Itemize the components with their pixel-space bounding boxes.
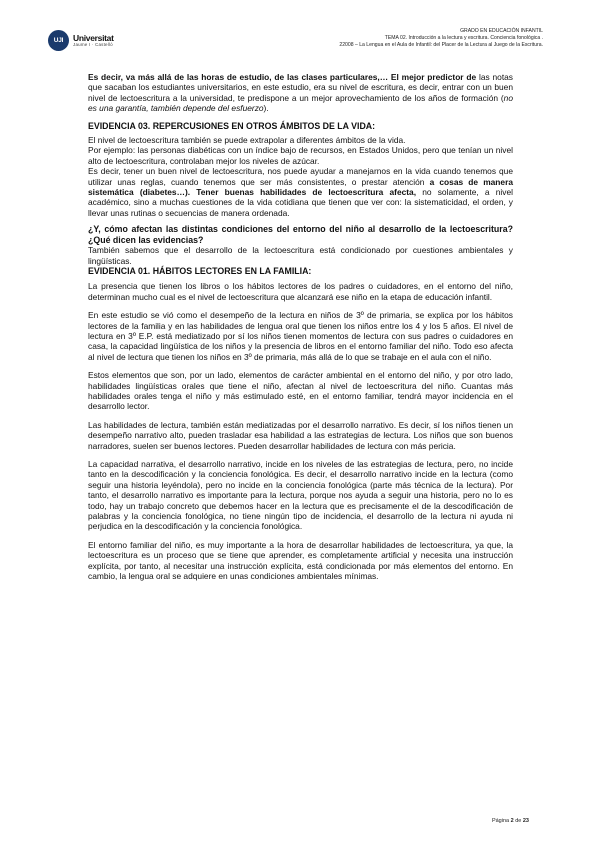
evidence-03-paragraph-2: Por ejemplo: las personas diabéticas con un índice bajo de recursos, en Estados Unidos, pero que tenían un nivel alto de lectoescritura, controlaban mejor los niveles de azúcar. — [88, 145, 513, 166]
page-of-label: de — [515, 818, 522, 824]
page-label: Página — [491, 818, 510, 824]
intro-text: las notas que sacaban los estudiantes universitarios, en este estudio, era su nivel de escritura, es decir, entrar con un buen nivel de lectoescritura a la universidad, te predispone a un mejor aprovechamiento de los años de formación ( — [88, 72, 513, 103]
intro-bold: Es decir, va más allá de las horas de estudio, de las clases particulares,… El mejor predictor de — [88, 72, 477, 82]
evidence-01-paragraph-2: En este estudio se vió como el desempeño de la lectura en niños de 3º de primaria, se explica por los hábitos lectores de la familia y en las habilidades de lengua oral que tienen los niños entre los 4 y los 5 años. El nivel de lectura en 3º E.P. está mediatizado por sí los niños tienen momentos de lectura con sus padres o cuidadores en casa, la capacidad lingüística de los niños y la presencia de libros en el entorno familiar del niño. Todo eso afecta al nivel de lectura que tienen los niños en 3º de primaria, más allá de lo que se trabaje en el aula con el niño. — [88, 310, 513, 362]
page-number: 2 — [510, 818, 514, 824]
page-footer — [492, 818, 529, 824]
evidence-03-paragraph-3 — [88, 166, 513, 218]
document-header — [339, 28, 543, 50]
document-body — [88, 72, 513, 581]
logo-subtitle: Jaume I · Castelló — [73, 42, 113, 47]
logo-name: Universitat — [73, 32, 114, 43]
logo-text — [73, 34, 114, 48]
ev03-p3-part-b: no solamente, a nivel académico, sino a muchas cuestiones de la vida cotidiana que tienen que ver con: la sistematicidad, el orden, y llevar unas rutinas o secuencias de manera ordenada. — [88, 187, 513, 218]
evidence-01-paragraph-6: El entorno familiar del niño, es muy importante a la hora de desarrollar habilidades de lectoescritura, ya que, la lectoescritura es un proceso que se tiene que aprender, es completamente artificial y necesita una instrucción explícita, por tanto, al necesitar una instrucción explícita, está condicionada por más elementos del entorno. En cambio, la lengua oral se adquiere en unas condiciones ambientales mínimas. — [88, 539, 513, 582]
evidence-03-paragraph-1: El nivel de lectoescritura también se puede extrapolar a diferentes ámbitos de la vida. — [88, 135, 406, 146]
evidence-01-paragraph-5: La capacidad narrativa, el desarrollo narrativo, incide en los niveles de las estrategias de lectura, pero, no incide tanto en la descodificación y la conciencia fonológica. Es decir, el desarrollo narrativo incide en la lectura (como seguir una historia leyéndola), pero no incide en la conciencia fonológica (parte más técnica de la lectura). Por tanto, el desarrollo narrativo es importante para la lectura, porque nos ayuda a seguir una historia, pero no lo es todo, hay un trabajo concreto que debemos hacer en la lectura que es precisamente el de la descodificación de palabras y la conciencia fonológica, no tiene ningún tipo de incidencia, el desarrollo de la lectura ni ayuda ni perjudica en la descodificación y la conciencia fonológica. — [88, 459, 513, 532]
intro-paragraph — [88, 72, 513, 114]
evidence-01-heading: EVIDENCIA 01. HÁBITOS LECTORES EN LA FAMILIA: — [88, 265, 312, 276]
ev03-p3-bold: a cosas de manera sistemática (diabetes…). Tener buenas habilidades de lectoescritura afecta, — [88, 176, 513, 198]
evidence-01-paragraph-1: La presencia que tienen los libros o los hábitos lectores de los padres o cuidadores, en el entorno del niño, determinan mucho cual es el nivel de lectoescritura que alcanzará ese niño en la etapa de educación infantil. — [88, 281, 513, 302]
section-question: ¿Y, cómo afectan las distintas condiciones del entorno del niño al desarrollo de la lectoescritura? ¿Qué dicen las evidencias? — [88, 224, 513, 245]
header-degree: GRADO EN EDUCACIÓN INFANTIL — [460, 28, 543, 34]
logo-initials: UJI — [53, 37, 64, 44]
evidence-01-paragraph-4: Las habilidades de lectura, también están mediatizadas por el desarrollo narrativo. Es decir, sí los niños tienen un desempeño narrativo alto, pueden trasladar esa habilidad a las estrategias de lectura. Los niños que son buenos narradores, suelen ser buenos lectores. Pueden desarrollar habilidades de lectura con más pericia. — [88, 419, 513, 451]
page-total: 23 — [522, 818, 529, 824]
ev03-p3-part-a: Es decir, tener un buen nivel de lectoescritura, nos puede ayudar a manejarnos en la vida cuando tenemos que utilizar unas reglas, cuando tenemos que ser más consistentes, o prestar atención — [88, 166, 513, 187]
question-answer: También sabemos que el desarrollo de la lectoescritura está condicionado por cuestiones ambientales y lingüísticas. — [88, 245, 513, 266]
logo-emblem-icon — [48, 30, 69, 51]
intro-italic: no es una garantía, también depende del esfuerzo — [88, 92, 513, 114]
evidence-03-heading: EVIDENCIA 03. REPERCUSIONES EN OTROS ÁMBITOS DE LA VIDA: — [88, 120, 376, 131]
university-logo — [48, 30, 114, 51]
header-topic: TEMA 02. Introducción a la lectura y escritura. Conciencia fonológica . — [384, 35, 543, 42]
evidence-01-paragraph-3: Estos elementos que son, por un lado, elementos de carácter ambiental en el entorno del niño, y por otro lado, habilidades lingüísticas orales que tiene el niño, afectan al nivel de lectoescritura del niño. Cuantas más habilidades orales tenga el niño y más estimulado esté, en el entorno familiar, tendrá mayor incidencia en el desarrollo lector. — [88, 370, 513, 412]
header-course: 22008 – La Lengua en el Aula de Infantil: del Placer de la Lectura al Juego de la Escritura. — [339, 42, 543, 49]
intro-end: ). — [263, 103, 269, 114]
